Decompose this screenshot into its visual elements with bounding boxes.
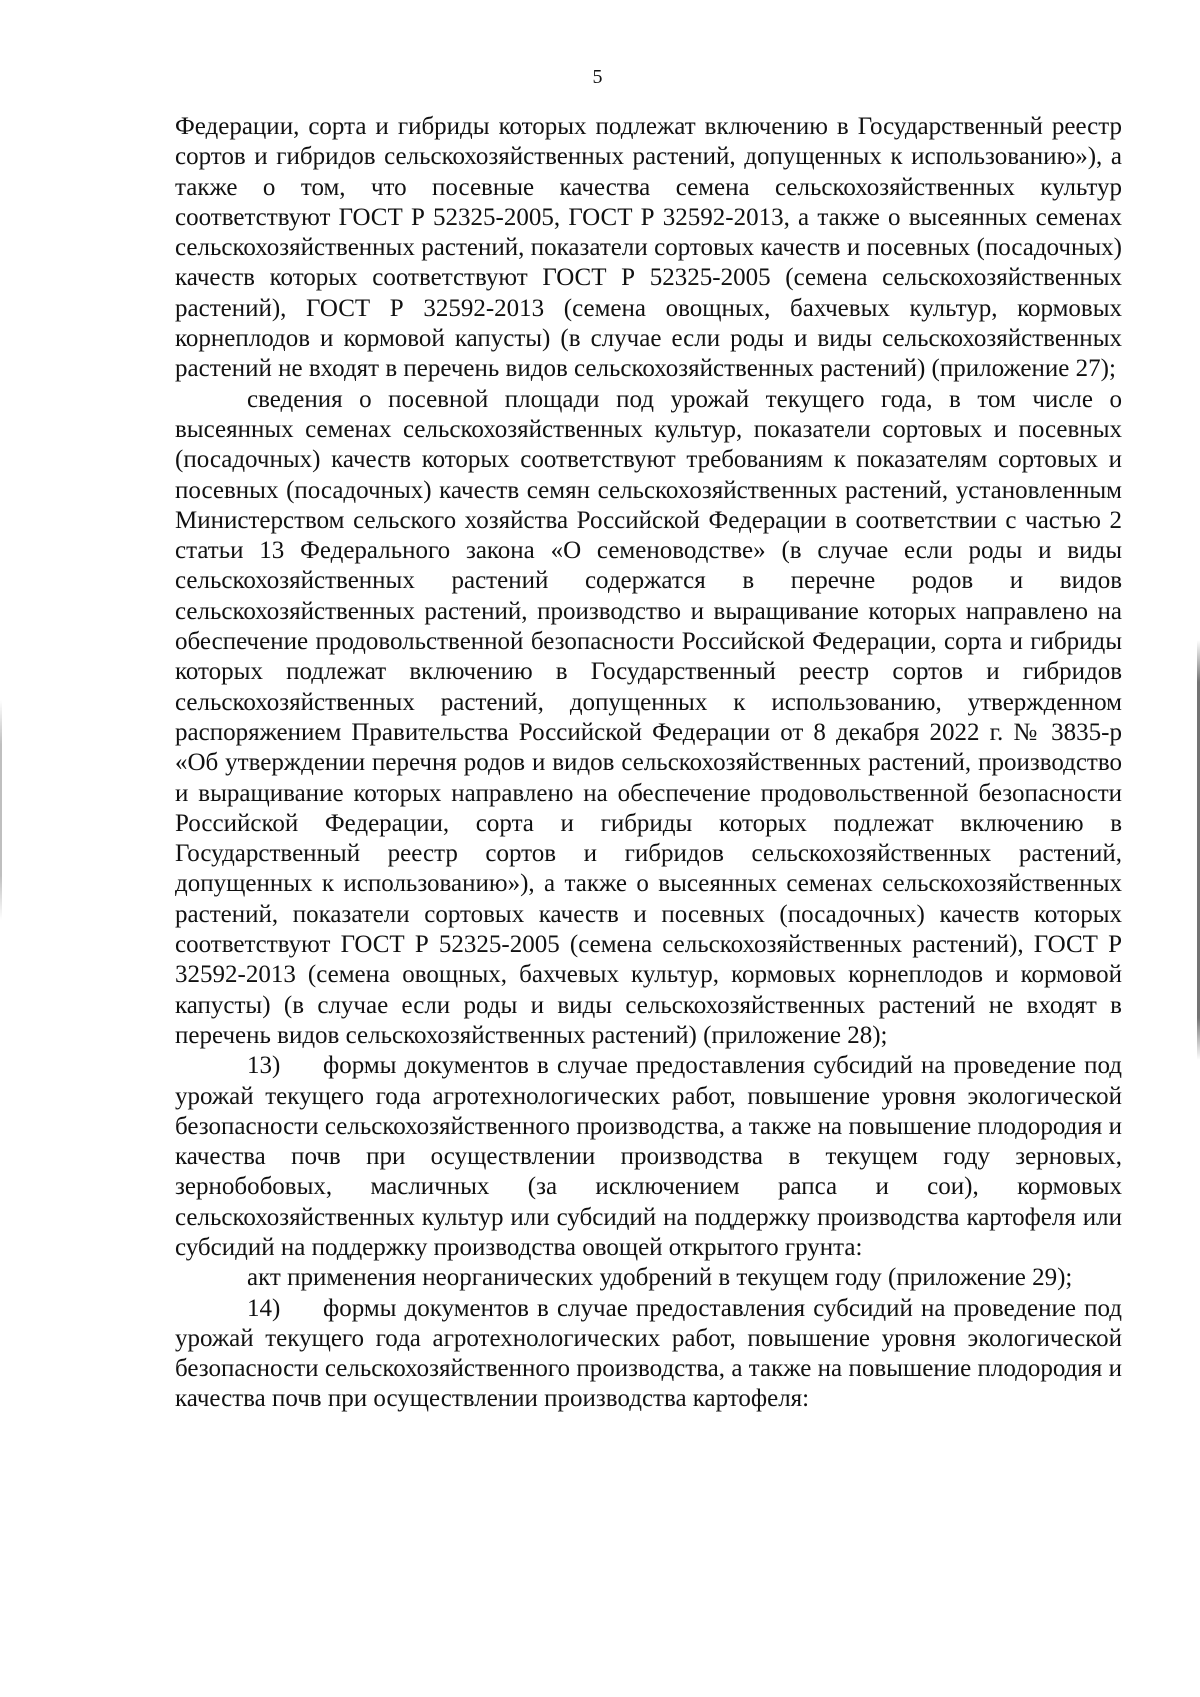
- document-body: [175, 112, 1122, 1415]
- scan-edge-shadow-left: [0, 700, 2, 920]
- paragraph-continuation: Федерации, сорта и гибриды которых подлежат включению в Государственный реестр сортов и гибридов сельскохозяйственных растений, допущенных к использованию»), а также о том, что посевные качества семена сельскохозяйственных культур соответствуют ГОСТ Р 52325-2005, ГОСТ Р 32592-2013, а также о высеянных семенах сельскохозяйственных растений, показатели сортовых качеств и посевных (посадочных) качеств которых соответствуют ГОСТ Р 52325-2005 (семена сельскохозяйственных растений), ГОСТ Р 32592-2013 (семена овощных, бахчевых культур, кормовых корнеплодов и кормовой капусты) (в случае если роды и виды сельскохозяйственных растений не входят в перечень видов сельскохозяйственных растений) (приложение 27);: [175, 113, 1122, 383]
- list-item-13: [175, 1051, 1122, 1263]
- list-item-number: 13): [247, 1052, 281, 1080]
- list-item-text: формы документов в случае предоставления субсидий на проведение под урожай текущего года агротехнологических работ, повышение уровня экологической безопасности сельскохозяйственного производства, а также на повышение плодородия и качества почв при осуществлении производства картофеля:: [175, 1294, 1122, 1413]
- list-item-14: [175, 1294, 1122, 1415]
- list-item-number: 14): [247, 1294, 281, 1322]
- paragraph-sown-area-info: сведения о посевной площади под урожай текущего года, в том числе о высеянных семенах сельскохозяйственных культур, показатели сортовых и посевных (посадочных) качеств которых соответствуют требованиям к показателям сортовых и посевных (посадочных) качеств семян сельскохозяйственных растений, установленным Министерством сельского хозяйства Российской Федерации в соответствии с частью 2 статьи 13 Федерального закона «О семеноводстве» (в случае если роды и виды сельскохозяйственных растений содержатся в перечне родов и видов сельскохозяйственных растений, производство и выращивание которых направлено на обеспечение продовольственной безопасности Российской Федерации, сорта и гибриды которых подлежат включению в Государственный реестр сортов и гибридов сельскохозяйственных растений, допущенных к использованию, утвержденном распоряжением Правительства Российской Федерации от 8 декабря 2022 г. № 3835-р «Об утверждении перечня родов и видов сельскохозяйственных растений, производство и выращивание которых направлено на обеспечение продовольственной безопасности Российской Федерации, сорта и гибриды которых подлежат включению в Государственный реестр сортов и гибридов сельскохозяйственных растений, допущенных к использованию»), а также о высеянных семенах сельскохозяйственных растений, показатели сортовых качеств и посевных (посадочных) качеств которых соответствуют ГОСТ Р 52325-2005 (семена сельскохозяйственных растений), ГОСТ Р 32592-2013 (семена овощных, бахчевых культур, кормовых корнеплодов и кормовой капусты) (в случае если роды и виды сельскохозяйственных растений не входят в перечень видов сельскохозяйственных растений) (приложение 28);: [175, 385, 1122, 1049]
- page-number: 5: [592, 66, 603, 88]
- list-item-text: формы документов в случае предоставления субсидий на проведение под урожай текущего года агротехнологических работ, повышение уровня экологической безопасности сельскохозяйственного производства, а также на повышение плодородия и качества почв при осуществлении производства в текущем году зерновых, зернобобовых, масличных (за исключением рапса и сои), кормовых сельскохозяйственных культур или субсидий на поддержку производства картофеля или субсидий на поддержку производства овощей открытого грунта:: [175, 1052, 1122, 1261]
- paragraph-fertilizer-act: акт применения неорганических удобрений в текущем году (приложение 29);: [247, 1264, 1073, 1292]
